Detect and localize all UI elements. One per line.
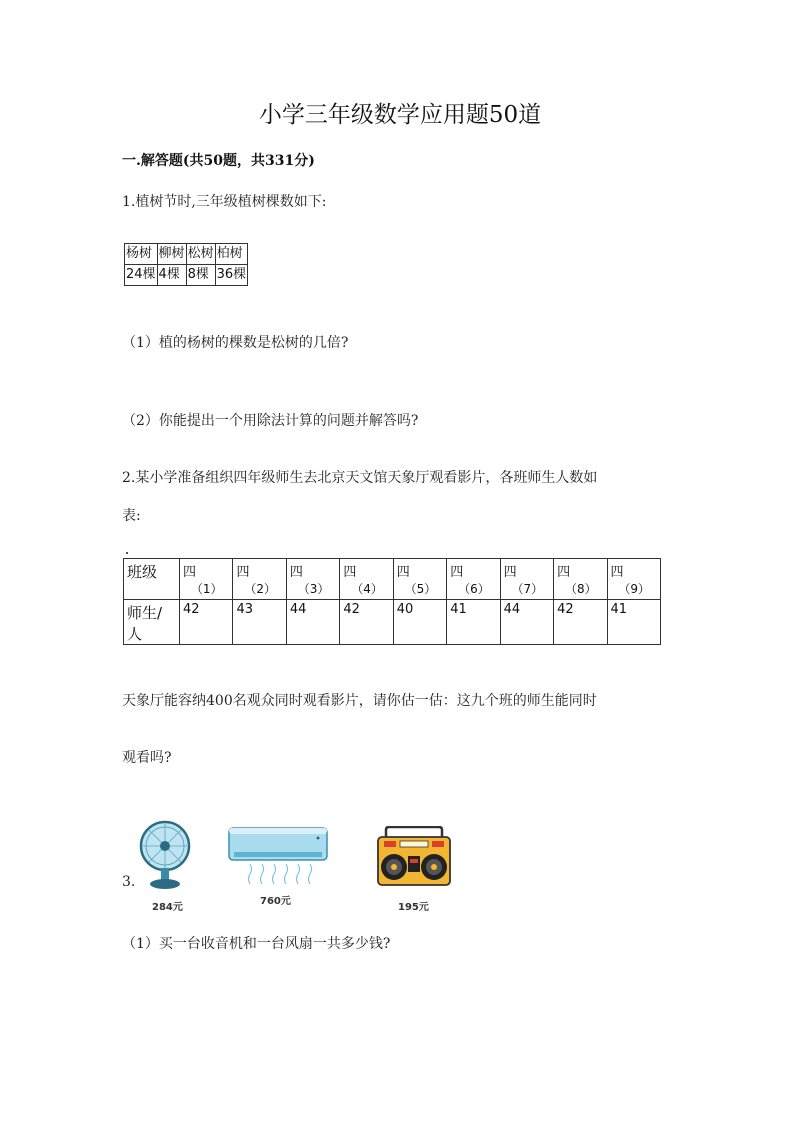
section-heading: 一.解答题(共50题，共331分) [122, 153, 315, 169]
table-cell: 42 [340, 600, 393, 645]
q2-question-line2: 观看吗? [122, 750, 172, 766]
table-header-cell [233, 559, 286, 600]
table-header-cell [393, 559, 446, 600]
table-cell: 41 [607, 600, 661, 645]
class-number: （3） [297, 582, 330, 596]
row-label-line2: 人 [127, 625, 143, 643]
air-conditioner-icon [228, 826, 328, 884]
table-cell: 42 [554, 600, 607, 645]
stray-mark [126, 552, 128, 554]
class-number: （5） [404, 582, 437, 596]
class-number: （2） [244, 582, 276, 596]
table-cell: 8棵 [186, 265, 215, 286]
class-number: （1） [190, 582, 223, 596]
table-row [124, 600, 661, 645]
q1-stem: 1.植树节时,三年级植树棵数如下: [122, 194, 327, 210]
class-number: （4） [351, 582, 383, 596]
table-header-cell [607, 559, 661, 600]
table-header-cell [340, 559, 393, 600]
class-number: （8） [564, 582, 597, 596]
class-grade: 四 [183, 565, 197, 580]
table-header-cell [554, 559, 607, 600]
class-number: （9） [618, 582, 651, 596]
q3-number: 3. [122, 874, 136, 890]
table-cell: 43 [233, 600, 286, 645]
table-header-cell: 柳树 [157, 244, 186, 265]
table-header-cell [286, 559, 339, 600]
q1-part1: （1）植的杨树的棵数是松树的几倍? [122, 335, 349, 351]
class-number: （6） [458, 582, 490, 596]
fan-icon [138, 820, 192, 890]
class-number: （7） [511, 582, 544, 596]
table-header-cell [500, 559, 553, 600]
class-grade: 四 [503, 565, 517, 580]
class-grade: 四 [343, 565, 357, 580]
class-grade: 四 [289, 565, 303, 580]
table-cell: 36棵 [215, 265, 248, 286]
table-row [125, 244, 248, 265]
row-label-line1: 师生/ [127, 604, 163, 622]
table-cell: 44 [286, 600, 339, 645]
class-grade: 四 [610, 565, 624, 580]
radio-price: 195元 [398, 902, 429, 913]
table-header-cell: 班级 [124, 559, 180, 600]
q2-stem-line1: 2.某小学准备组织四年级师生去北京天文馆天象厅观看影片，各班师生人数如 [122, 470, 598, 486]
table-row [125, 265, 248, 286]
q3-part1: （1）买一台收音机和一台风扇一共多少钱? [122, 936, 391, 952]
table-cell: 40 [393, 600, 446, 645]
q2-question-line1: 天象厅能容纳400名观众同时观看影片，请你估一估：这九个班的师生能同时 [122, 693, 597, 709]
q1-tree-table [124, 243, 248, 286]
q2-class-table [123, 558, 661, 645]
page-title: 小学三年级数学应用题50道 [258, 102, 542, 128]
table-header-cell: 松树 [186, 244, 215, 265]
table-cell: 41 [447, 600, 500, 645]
table-row [124, 559, 661, 600]
table-header-cell [124, 600, 180, 645]
fan-price: 284元 [152, 902, 183, 913]
radio-icon [376, 826, 452, 888]
class-grade: 四 [557, 565, 571, 580]
table-cell: 44 [500, 600, 553, 645]
table-header-cell: 柏树 [215, 244, 248, 265]
table-header-cell: 杨树 [125, 244, 158, 265]
q2-stem-line2: 表: [122, 508, 141, 524]
q1-part2: （2）你能提出一个用除法计算的问题并解答吗? [122, 413, 419, 429]
class-grade: 四 [450, 565, 464, 580]
table-header-cell [180, 559, 233, 600]
air-conditioner-price: 760元 [260, 896, 291, 907]
table-header-cell [447, 559, 500, 600]
table-cell: 24棵 [125, 265, 158, 286]
class-grade: 四 [236, 565, 250, 580]
table-cell: 4棵 [157, 265, 186, 286]
class-grade: 四 [396, 565, 410, 580]
table-cell: 42 [180, 600, 233, 645]
